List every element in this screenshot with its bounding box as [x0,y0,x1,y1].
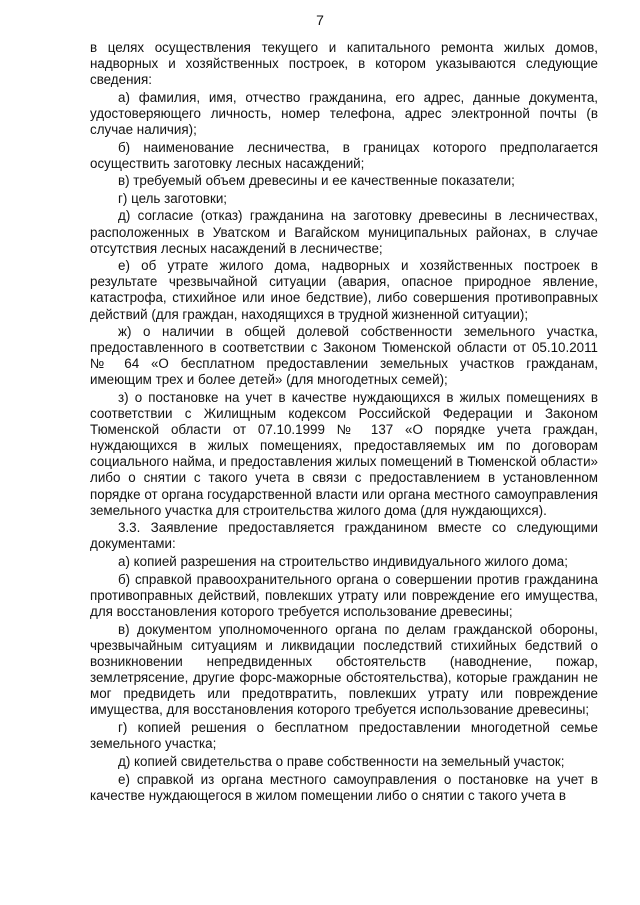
paragraph-item-z: з) о постановке на учет в качестве нуждающихся в жилых помещениях в соответствии с Жилищным кодексом Российской Федерации и Законом Тюменской области от 07.10.1999 № 137 «О порядке учета граждан, нуждающихся в жилых помещениях, предоставляемых им по договорам социального найма, и предоставления жилых помещений в Тюменской области» либо о снятии с такого учета в связи с предоставлением в установленном порядке от органа государственной власти или органа местного самоуправления земельного участка для строительства жилого дома (для нуждающихся). [90,389,598,518]
paragraph-doc-e: е) справкой из органа местного самоуправления о постановке на учет в качестве нуждающегося в жилом помещении либо о снятии с такого учета в [90,771,598,803]
paragraph-doc-d: д) копией свидетельства о праве собственности на земельный участок; [118,754,565,770]
paragraph-section-3-3: 3.3. Заявление предоставляется гражданином вместе со следующими документами: [90,520,598,552]
paragraph-item-e: е) об утрате жилого дома, надворных и хозяйственных построек в результате чрезвычайной ситуации (авария, опасное природное явление, катастрофа, стихийное или иное бедствие), либо совершения противоправных действий (для граждан, находящихся в трудной жизненной ситуации); [90,258,598,322]
paragraph-item-zh: ж) о наличии в общей долевой собственности земельного участка, предоставленного в соответствии с Законом Тюменской области от 05.10.2011 № 64 «О бесплатном предоставлении земельных участков гражданам, имеющим трех и более детей» (для многодетных семей); [90,324,598,388]
paragraph-item-d: д) согласие (отказ) гражданина на заготовку древесины в лесничествах, расположенных в Уватском и Вагайском муниципальных районах, в случае отсутствия лесных насаждений в лесничестве; [90,208,598,256]
paragraph-item-g: г) цель заготовки; [118,190,228,206]
paragraph-item-v: в) требуемый объем древесины и ее качественные показатели; [118,173,515,189]
paragraph-doc-v: в) документом уполномоченного органа по делам гражданской обороны, чрезвычайным ситуациям и ликвидации последствий стихийных бедствий о возникновении непредвиденных обстоятельств (наводнение, пожар, землетрясение, другие форс-мажорные обстоятельства), которые гражданин не мог предвидеть или предотвратить, повлекших утрату или повреждение имущества, для восстановления которого требуется использование древесины; [90,621,598,718]
paragraph-intro: в целях осуществления текущего и капитального ремонта жилых домов, надворных и хозяйственных построек, в котором указываются следующие сведения: [90,40,598,88]
paragraph-item-a: а) фамилия, имя, отчество гражданина, его адрес, данные документа, удостоверяющего личность, номер телефона, адрес электронной почты (в случае наличия); [90,89,598,137]
paragraph-item-b: б) наименование лесничества, в границах которого предполагается осуществить заготовку лесных насаждений; [90,139,598,171]
page-number: 7 [316,12,324,28]
paragraph-doc-b: б) справкой правоохранительного органа о совершении против гражданина противоправных действий, повлекших утрату или повреждение его имущества, для восстановления которого требуется использование древесины; [90,571,598,619]
paragraph-doc-g: г) копией решения о бесплатном предоставлении многодетной семье земельного участка; [90,720,598,752]
document-body [90,40,598,805]
paragraph-doc-a: а) копией разрешения на строительство индивидуального жилого дома; [118,553,568,569]
